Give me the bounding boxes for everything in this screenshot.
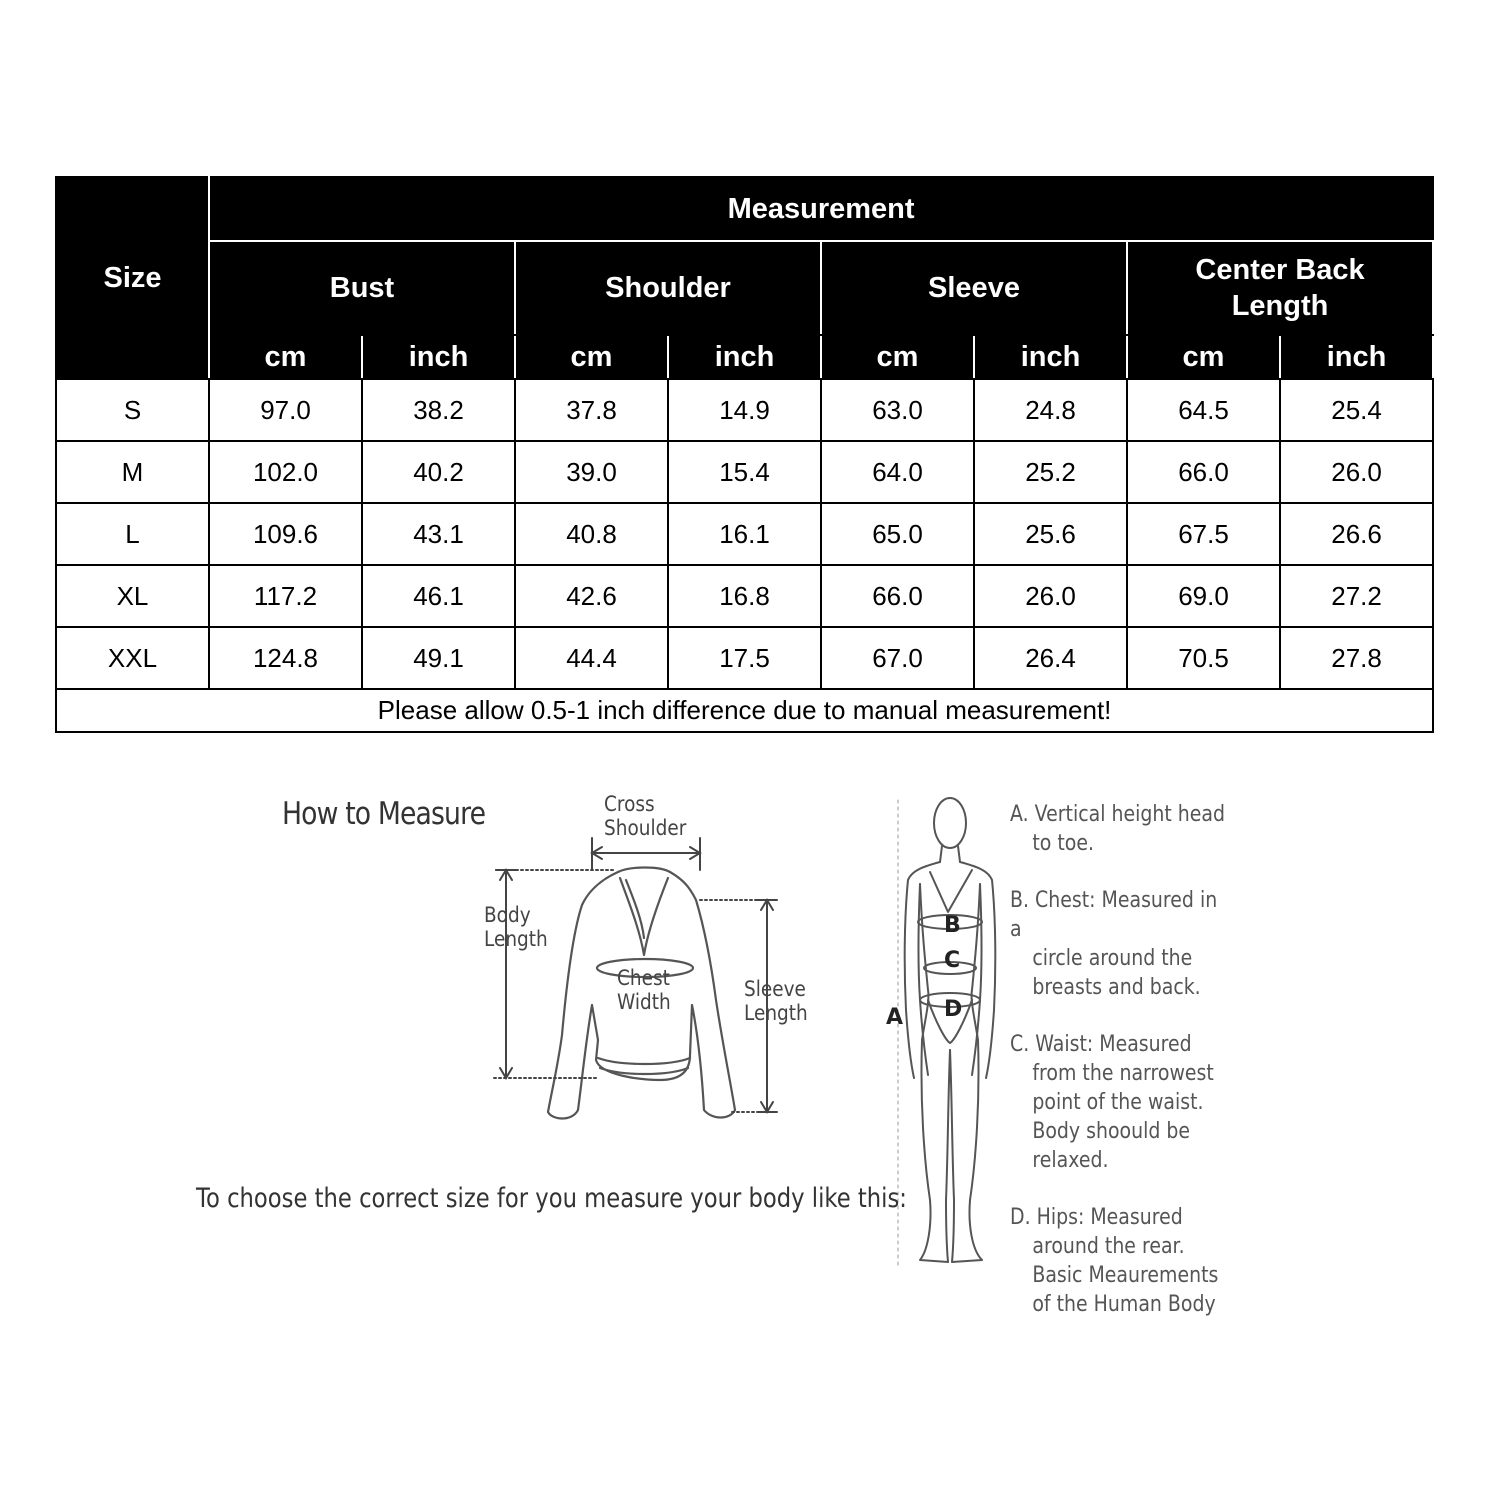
sleeve-length-line2: Length: [744, 1001, 808, 1025]
definition-d: [1010, 1203, 1234, 1319]
size-cell: XL: [56, 565, 209, 627]
definition-b-line: breasts and back.: [1032, 975, 1201, 1000]
value-cell: 27.2: [1280, 565, 1433, 627]
value-cell: 70.5: [1127, 627, 1280, 689]
value-cell: 49.1: [362, 627, 515, 689]
cross-shoulder-label: [604, 792, 686, 840]
value-cell: 16.1: [668, 503, 821, 565]
definition-c-line: relaxed.: [1032, 1148, 1109, 1173]
size-column-header: Size: [56, 177, 209, 379]
definition-c-line: from the narrowest: [1032, 1061, 1214, 1086]
figure-letter-d: D: [944, 997, 963, 1022]
definition-d-line: Basic Meaurements: [1032, 1263, 1219, 1288]
figure-letter-a: A: [886, 1005, 904, 1030]
definition-c: [1010, 1030, 1234, 1175]
measurement-header: Measurement: [209, 177, 1433, 241]
value-cell: 66.0: [821, 565, 974, 627]
unit-header-cm: cm: [209, 335, 362, 379]
figure-letter-c: C: [944, 948, 961, 973]
unit-header-inch: inch: [362, 335, 515, 379]
value-cell: 97.0: [209, 379, 362, 441]
size-cell: M: [56, 441, 209, 503]
value-cell: 46.1: [362, 565, 515, 627]
value-cell: 40.2: [362, 441, 515, 503]
value-cell: 67.0: [821, 627, 974, 689]
value-cell: 26.4: [974, 627, 1127, 689]
size-cell: L: [56, 503, 209, 565]
unit-header-inch: inch: [974, 335, 1127, 379]
body-length-line1: Body: [484, 903, 531, 927]
size-cell: XXL: [56, 627, 209, 689]
value-cell: 24.8: [974, 379, 1127, 441]
value-cell: 64.5: [1127, 379, 1280, 441]
definition-b-head: B. Chest: Measured in a: [1010, 888, 1218, 942]
measurement-definitions: [1010, 800, 1270, 1347]
value-cell: 27.8: [1280, 627, 1433, 689]
value-cell: 39.0: [515, 441, 668, 503]
definition-a-head: A. Vertical height head: [1010, 802, 1226, 827]
cross-shoulder-line2: Shoulder: [604, 816, 687, 840]
unit-header-inch: inch: [1280, 335, 1433, 379]
value-cell: 16.8: [668, 565, 821, 627]
value-cell: 42.6: [515, 565, 668, 627]
body-length-label: [484, 903, 548, 951]
value-cell: 26.0: [974, 565, 1127, 627]
definition-a: [1010, 800, 1234, 858]
size-cell: S: [56, 379, 209, 441]
unit-header-cm: cm: [821, 335, 974, 379]
value-cell: 38.2: [362, 379, 515, 441]
definition-b: [1010, 886, 1234, 1002]
chest-width-label: [617, 966, 671, 1014]
value-cell: 25.4: [1280, 379, 1433, 441]
value-cell: 40.8: [515, 503, 668, 565]
value-cell: 102.0: [209, 441, 362, 503]
sleeve-length-line1: Sleeve: [744, 977, 806, 1001]
value-cell: 64.0: [821, 441, 974, 503]
value-cell: 44.4: [515, 627, 668, 689]
unit-header-cm: cm: [515, 335, 668, 379]
definition-c-head: C. Waist: Measured: [1010, 1032, 1192, 1057]
definition-d-line: around the rear.: [1032, 1234, 1185, 1259]
how-to-measure-title: How to Measure: [282, 796, 486, 832]
sleeve-length-label: [744, 977, 808, 1025]
definition-c-line: point of the waist.: [1032, 1090, 1204, 1115]
value-cell: 63.0: [821, 379, 974, 441]
group-header-sleeve: Sleeve: [821, 241, 1127, 335]
value-cell: 17.5: [668, 627, 821, 689]
value-cell: 25.2: [974, 441, 1127, 503]
value-cell: 109.6: [209, 503, 362, 565]
value-cell: 69.0: [1127, 565, 1280, 627]
value-cell: 124.8: [209, 627, 362, 689]
chest-width-line2: Width: [617, 990, 671, 1014]
body-length-line2: Length: [484, 927, 548, 951]
value-cell: 65.0: [821, 503, 974, 565]
human-figure-drawing: [898, 798, 995, 1265]
cross-shoulder-line1: Cross: [604, 792, 655, 816]
definition-d-head: D. Hips: Measured: [1010, 1205, 1183, 1230]
chest-width-line1: Chest: [617, 966, 670, 990]
value-cell: 37.8: [515, 379, 668, 441]
definition-b-line: circle around the: [1032, 946, 1193, 971]
unit-header-inch: inch: [668, 335, 821, 379]
unit-header-cm: cm: [1127, 335, 1280, 379]
center-back-length-label: Center Back Length: [1195, 253, 1365, 322]
value-cell: 14.9: [668, 379, 821, 441]
value-cell: 117.2: [209, 565, 362, 627]
group-header-bust: Bust: [209, 241, 515, 335]
instruction-text: To choose the correct size for you measure your body like this:: [196, 1183, 907, 1214]
value-cell: 26.6: [1280, 503, 1433, 565]
value-cell: 67.5: [1127, 503, 1280, 565]
measurement-note: Please allow 0.5-1 inch difference due to manual measurement!: [56, 689, 1433, 732]
definition-d-line: of the Human Body: [1032, 1292, 1216, 1317]
value-cell: 26.0: [1280, 441, 1433, 503]
value-cell: 43.1: [362, 503, 515, 565]
definition-c-line: Body shoould be: [1032, 1119, 1191, 1144]
group-header-shoulder: Shoulder: [515, 241, 821, 335]
value-cell: 66.0: [1127, 441, 1280, 503]
value-cell: 15.4: [668, 441, 821, 503]
definition-a-line: to toe.: [1032, 831, 1095, 856]
figure-letter-b: B: [944, 913, 961, 938]
value-cell: 25.6: [974, 503, 1127, 565]
